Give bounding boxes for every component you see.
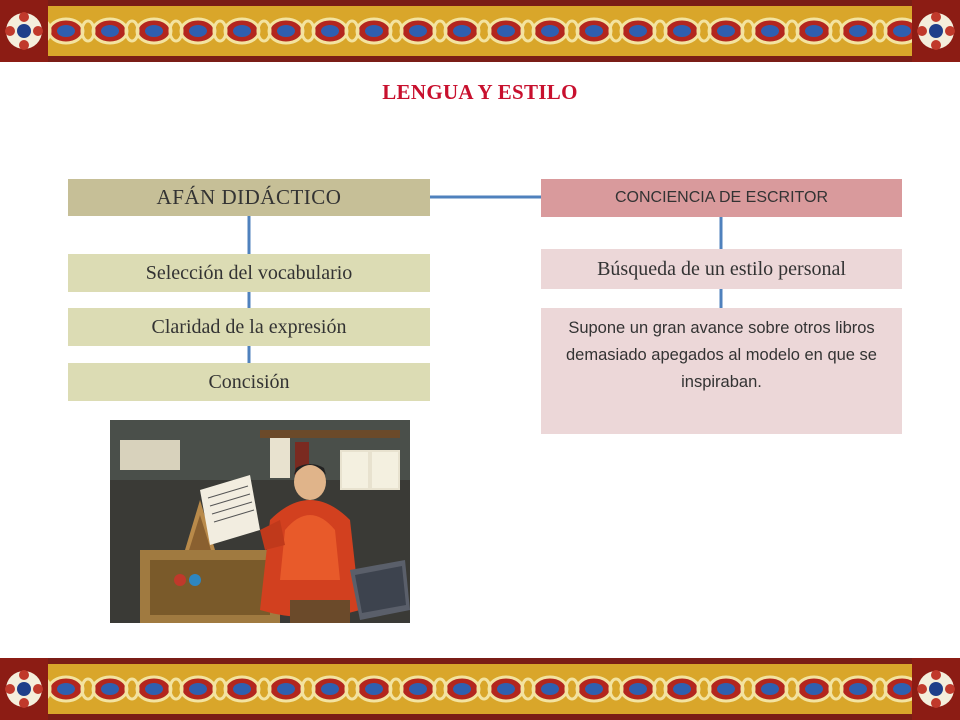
left-item-vocabulary: Selección del vocabulario <box>68 254 430 292</box>
border-ornament-bottom <box>0 658 960 720</box>
decorative-border-bottom <box>0 658 960 720</box>
right-heading-box: CONCIENCIA DE ESCRITOR <box>541 179 902 217</box>
left-heading-box: AFÁN DIDÁCTICO <box>68 179 430 216</box>
rosette-icon <box>0 658 48 720</box>
right-item-advance-note: Supone un gran avance sobre otros libros demasiado apegados al modelo en que se inspiraban. <box>541 308 902 434</box>
slide-title: LENGUA Y ESTILO <box>382 80 578 104</box>
left-item-clarity: Claridad de la expresión <box>68 308 430 346</box>
scribe-illustration <box>110 420 410 623</box>
left-item-concision: Concisión <box>68 363 430 401</box>
right-item-personal-style: Búsqueda de un estilo personal <box>541 249 902 289</box>
rosette-icon <box>912 658 960 720</box>
